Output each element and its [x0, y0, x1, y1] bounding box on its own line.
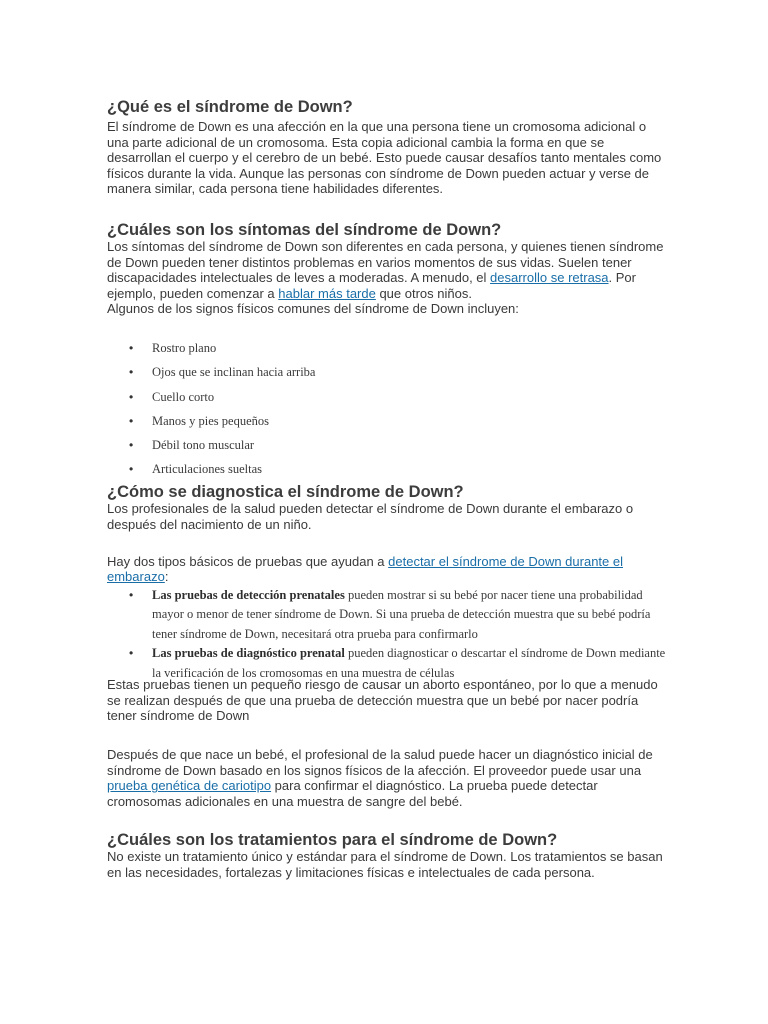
paragraph-riesgo: Estas pruebas tienen un pequeño riesgo de causar un aborto espontáneo, por lo que a menudo se realizan después de que una prueba de detección muestra que un bebé por nacer podría tener síndrome de Down — [107, 677, 658, 724]
heading-sintomas: ¿Cuáles son los síntomas del síndrome de Down? — [107, 220, 502, 239]
sintomas-text-2: . Por ejemplo, pueden comenzar a — [107, 270, 636, 301]
paragraph-diagnostico-intro: Los profesionales de la salud pueden detectar el síndrome de Down durante el embarazo o después del nacimiento de un niño. — [107, 501, 634, 533]
tests-intro-colon: : — [164, 569, 169, 585]
paragraph-signos-intro: Algunos de los signos físicos comunes del síndrome de Down incluyen: — [107, 301, 519, 317]
tests-intro-text: Hay dos tipos básicos de pruebas que ayudan a — [107, 553, 389, 569]
test-name: Las pruebas de detección prenatales — [152, 587, 345, 602]
list-item: • Articulaciones sueltas — [107, 461, 667, 477]
list-item: • Manos y pies pequeños — [107, 413, 667, 437]
link-desarrollo-se-retrasa[interactable]: desarrollo se retrasa — [490, 270, 609, 286]
tests-list — [107, 586, 667, 684]
heading-diagnostico: ¿Cómo se diagnostica el síndrome de Down? — [107, 483, 464, 502]
test-description: pueden diagnosticar o descartar el síndrome de Down mediante la verificación de los cromosomas en una muestra de células — [152, 646, 666, 680]
signs-list — [107, 340, 667, 477]
after-birth-text-2: para confirmar el diagnóstico. La prueba puede detectar cromosomas adicionales en una muestra de sangre del bebé. — [107, 778, 598, 809]
paragraph-que-es: El síndrome de Down es una afección en la que una persona tiene un cromosoma adicional o una parte adicional de un cromosoma. Esta copia adicional cambia la forma en que se desarrollan el cuerpo y el cerebro de un bebé. Esto puede causar desafíos tanto mentales como físicos durante la vida. Aunque las personas con síndrome de Down pueden actuar y verse de manera similar, cada persona tiene habilidades diferentes. — [107, 119, 662, 197]
sintomas-text-1: Los síntomas del síndrome de Down son diferentes en cada persona, y quienes tienen síndrome de Down pueden tener distintos problemas en varios momentos de sus vidas. Suelen tener discapacidades intelectuales de leves a moderadas. A menudo, el — [107, 238, 664, 286]
list-item: • Ojos que se inclinan hacia arriba — [107, 364, 667, 388]
list-item: • Cuello corto — [107, 389, 667, 413]
document-page — [107, 98, 667, 881]
paragraph-tratamientos: No existe un tratamiento único y estándar para el síndrome de Down. Los tratamientos se basan en las necesidades, fortalezas y limitaciones físicas e intelectuales de cada persona. — [107, 849, 663, 881]
list-item — [107, 644, 667, 683]
paragraph-tests-intro — [107, 554, 667, 585]
link-detectar-durante-embarazo[interactable]: detectar el síndrome de Down durante el embarazo — [107, 553, 623, 585]
link-hablar-mas-tarde[interactable]: hablar más tarde — [278, 285, 376, 301]
test-description: pueden mostrar si su bebé por nacer tiene una probabilidad mayor o menor de tener síndrome de Down. Si una prueba de detección muestra que su bebé podría tener síndrome de Down, necesitará otra prueba para confirmarlo — [152, 587, 651, 641]
list-item — [107, 586, 667, 645]
sintomas-text-3: que otros niños. — [375, 285, 472, 301]
list-item: • Rostro plano — [107, 340, 667, 364]
list-item: • Débil tono muscular — [107, 437, 667, 461]
paragraph-sintomas — [107, 239, 667, 301]
after-birth-text-1: Después de que nace un bebé, el profesional de la salud puede hacer un diagnóstico inicial de síndrome de Down basado en los signos físicos de la afección. El proveedor puede usar una — [107, 747, 653, 778]
heading-tratamientos: ¿Cuáles son los tratamientos para el síndrome de Down? — [107, 831, 558, 850]
link-prueba-genetica-cariotipo[interactable]: prueba genética de cariotipo — [107, 778, 272, 794]
heading-que-es: ¿Qué es el síndrome de Down? — [107, 98, 353, 116]
test-name: Las pruebas de diagnóstico prenatal — [152, 646, 345, 661]
paragraph-despues-nacimiento — [107, 747, 667, 809]
